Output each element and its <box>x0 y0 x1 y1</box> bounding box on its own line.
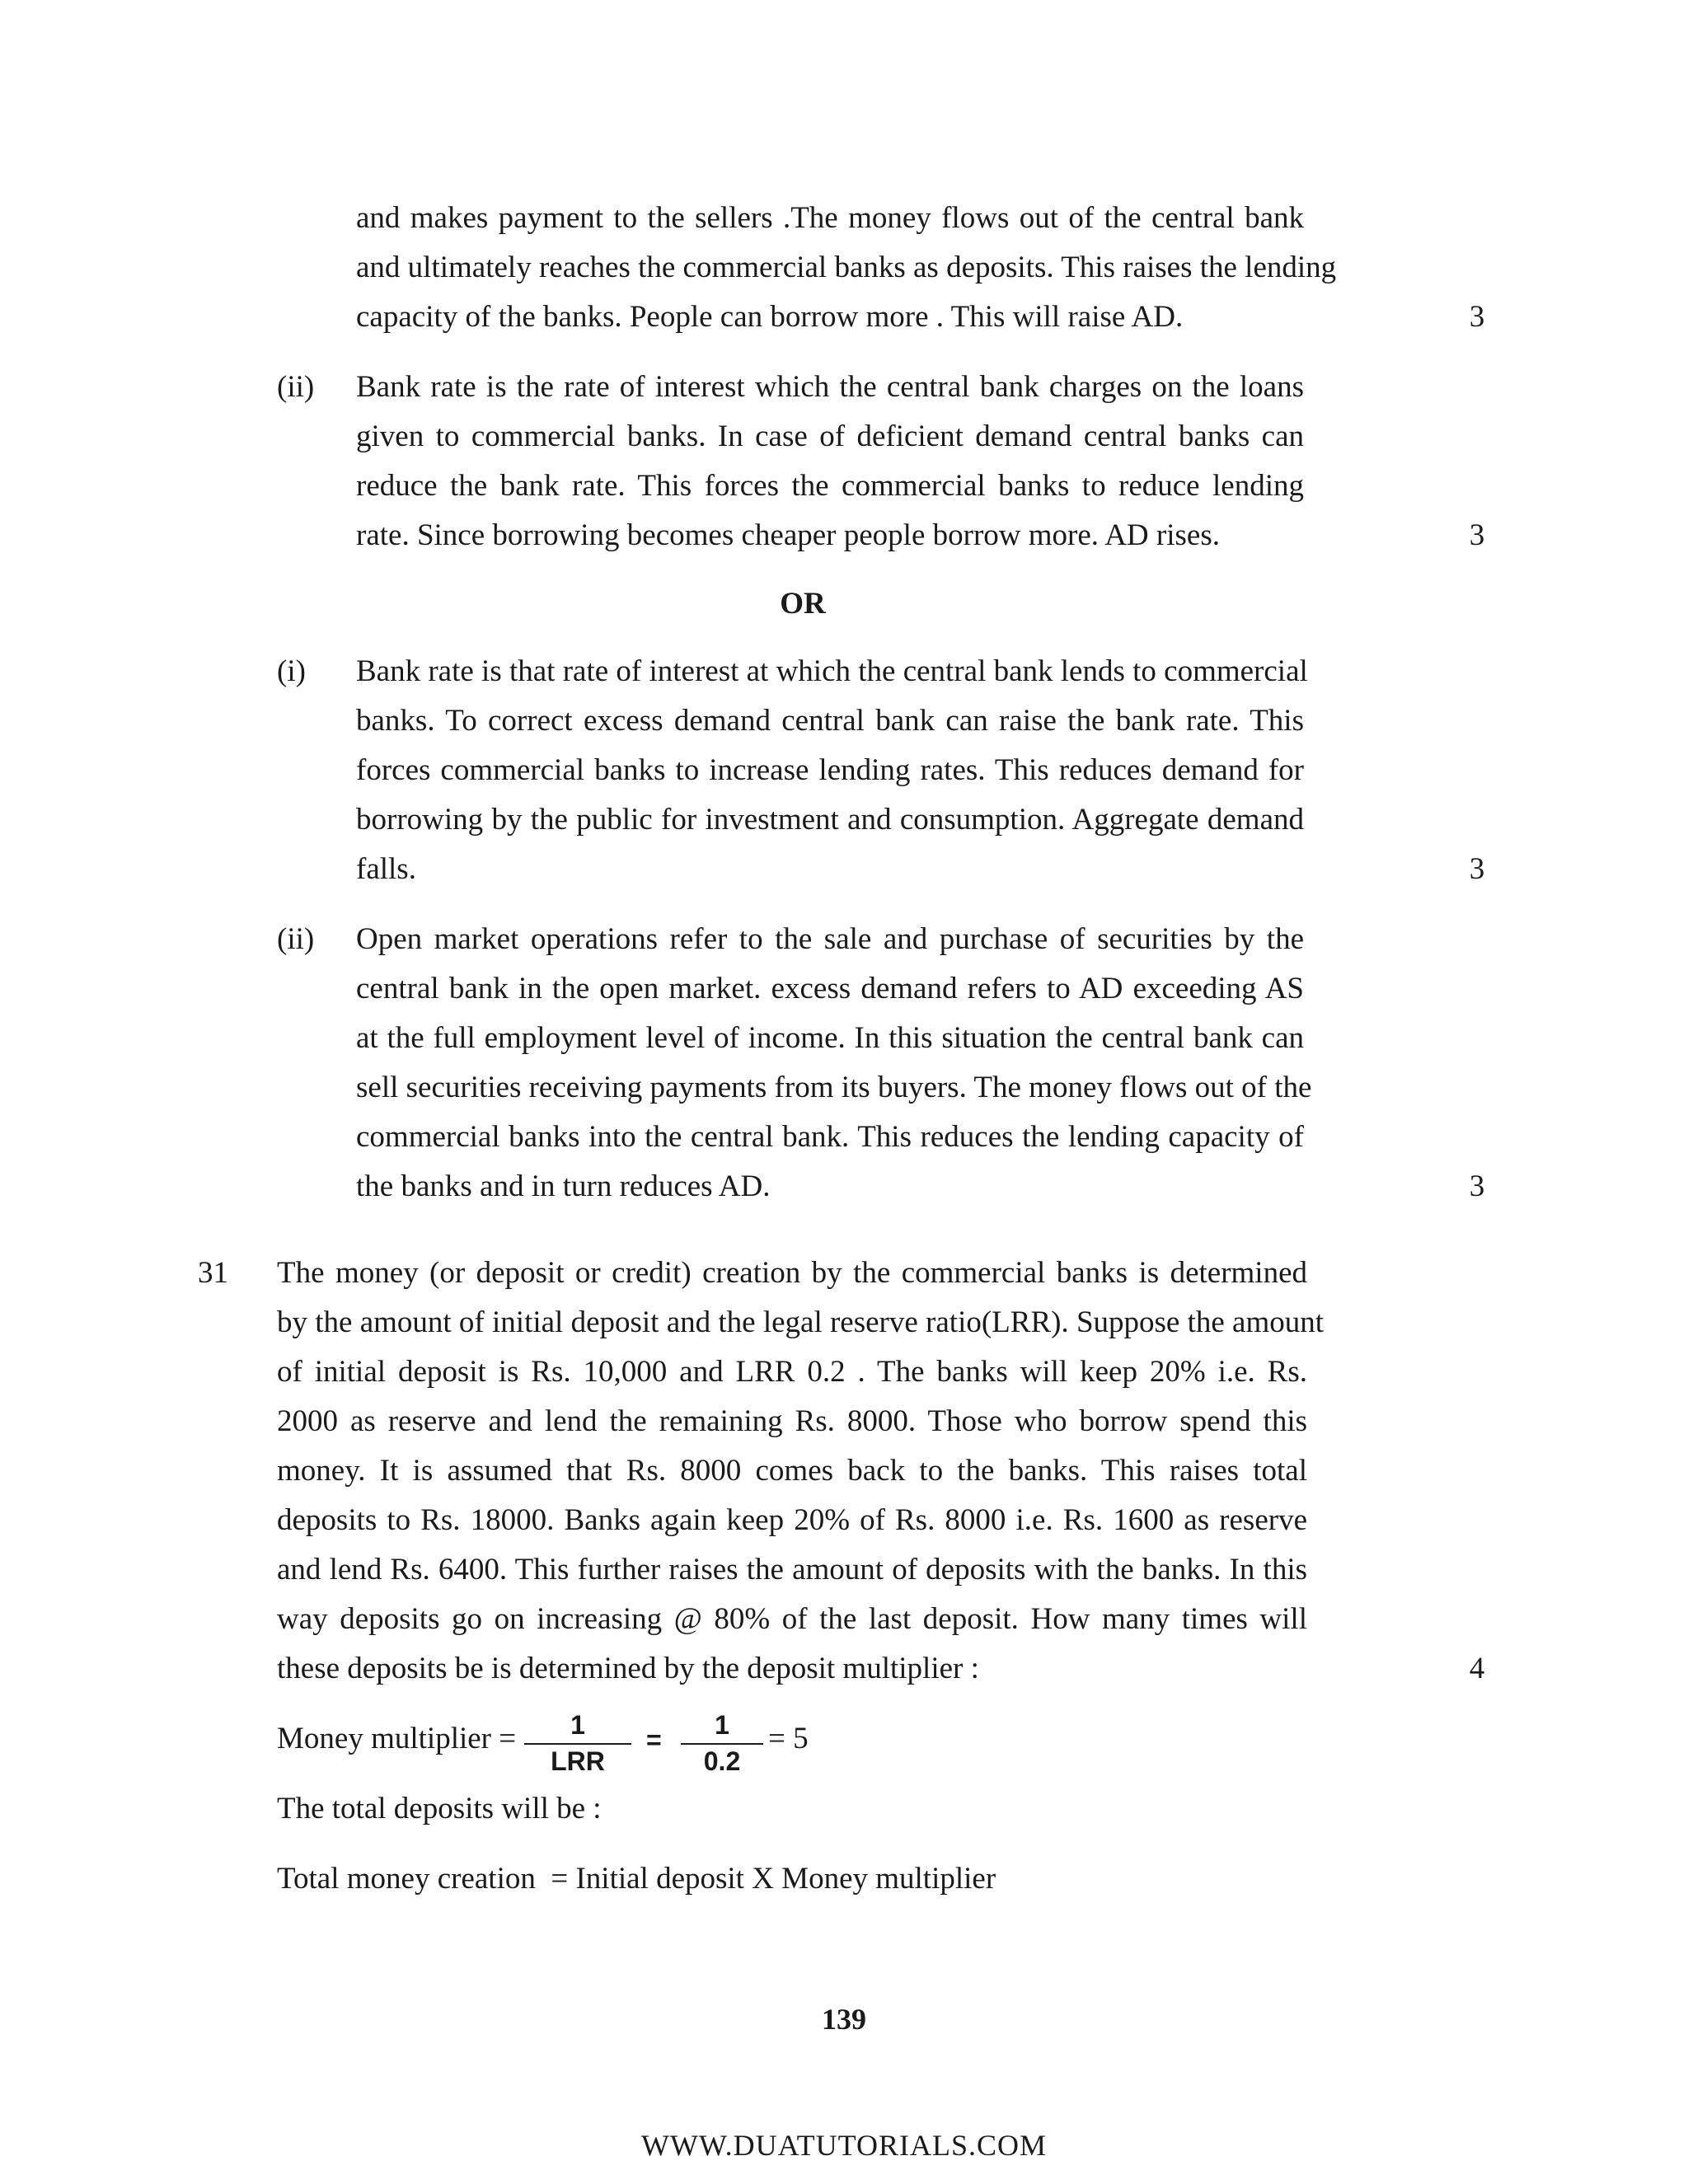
fraction-one-over-point-two <box>681 1710 763 1784</box>
formula-result: = 5 <box>768 1722 809 1755</box>
paragraph-continuation <box>356 194 1337 342</box>
paragraph-bank-rate-excess <box>356 647 1308 894</box>
paragraph-bank-rate-deficient <box>356 363 1304 560</box>
text-line: capacity of the banks. People can borrow more . This will raise AD. <box>356 300 1184 334</box>
paragraph-open-market <box>356 915 1312 1212</box>
text-line: commercial banks into the central bank. This reduces the lending capacity of <box>356 1120 1304 1154</box>
marks-value: 3 <box>1469 300 1485 334</box>
text-line: Bank rate is the rate of interest which the central bank charges on the loans <box>356 370 1304 404</box>
text-line: forces commercial banks to increase lending rates. This reduces demand for <box>356 753 1304 787</box>
text-line: deposits to Rs. 18000. Banks again keep 20% of Rs. 8000 i.e. Rs. 1600 as reserve <box>277 1503 1307 1537</box>
text-line: given to commercial banks. In case of deficient demand central banks can <box>356 419 1304 453</box>
or-separator: OR <box>780 587 826 621</box>
marks-value: 4 <box>1469 1652 1485 1685</box>
text-line: Bank rate is that rate of interest at which the central bank lends to commercial <box>356 654 1308 688</box>
text-line: central bank in the open market. excess demand refers to AD exceeding AS <box>356 972 1304 1005</box>
fraction-numerator: 1 <box>715 1710 729 1740</box>
text-line: borrowing by the public for investment and consumption. Aggregate demand <box>356 803 1304 837</box>
fraction-bar <box>524 1743 631 1745</box>
text-line: falls. <box>356 852 416 886</box>
paragraph-question-31 <box>277 1249 1325 1694</box>
text-line: way deposits go on increasing @ 80% of the last deposit. How many times will <box>277 1602 1307 1636</box>
text-line: of initial deposit is Rs. 10,000 and LRR 0.2 . The banks will keep 20% i.e. Rs. <box>277 1355 1307 1389</box>
total-deposits-line: The total deposits will be : <box>277 1792 602 1825</box>
text-line: reduce the bank rate. This forces the commercial banks to reduce lending <box>356 469 1304 503</box>
text-line: Open market operations refer to the sale and purchase of securities by the <box>356 922 1304 956</box>
fraction-denominator: 0.2 <box>703 1746 741 1776</box>
text-line: 2000 as reserve and lend the remaining Rs. 8000. Those who borrow spend this <box>277 1404 1307 1438</box>
text-line: and ultimately reaches the commercial banks as deposits. This raises the lending <box>356 251 1337 284</box>
item-label: (ii) <box>277 922 315 956</box>
marks-value: 3 <box>1469 852 1485 886</box>
text-line: and lend Rs. 6400. This further raises the amount of deposits with the banks. In this <box>277 1553 1307 1586</box>
text-line: these deposits be is determined by the deposit multiplier : <box>277 1652 979 1685</box>
fraction-one-over-lrr <box>524 1710 631 1784</box>
equals-sign: = <box>646 1725 662 1755</box>
text-line: the banks and in turn reduces AD. <box>356 1169 771 1203</box>
marks-value: 3 <box>1469 518 1485 552</box>
fraction-numerator: 1 <box>570 1710 585 1740</box>
footer-website: WWW.DUATUTORIALS.COM <box>641 2129 1047 2162</box>
fraction-bar <box>681 1743 763 1745</box>
text-line: at the full employment level of income. In this situation the central bank can <box>356 1021 1304 1055</box>
marks-value: 3 <box>1469 1169 1485 1203</box>
text-line: money. It is assumed that Rs. 8000 comes back to the banks. This raises total <box>277 1454 1307 1488</box>
text-line: rate. Since borrowing becomes cheaper people borrow more. AD rises. <box>356 518 1220 552</box>
text-line: sell securities receiving payments from its buyers. The money flows out of the <box>356 1071 1312 1104</box>
item-label: (ii) <box>277 370 315 404</box>
fraction-denominator: LRR <box>551 1746 605 1776</box>
text-line: banks. To correct excess demand central bank can raise the bank rate. This <box>356 704 1304 738</box>
text-line: by the amount of initial deposit and the legal reserve ratio(LRR). Suppose the amount <box>277 1305 1325 1339</box>
text-line: The money (or deposit or credit) creation by the commercial banks is determined <box>277 1256 1307 1290</box>
text-line: and makes payment to the sellers .The money flows out of the central bank <box>356 201 1304 235</box>
total-money-creation-line: Total money creation = Initial deposit X Money multiplier <box>277 1862 996 1896</box>
page-number: 139 <box>822 2003 866 2036</box>
item-label: (i) <box>277 654 306 688</box>
formula-label: Money multiplier = <box>277 1722 517 1755</box>
question-number: 31 <box>198 1256 228 1290</box>
